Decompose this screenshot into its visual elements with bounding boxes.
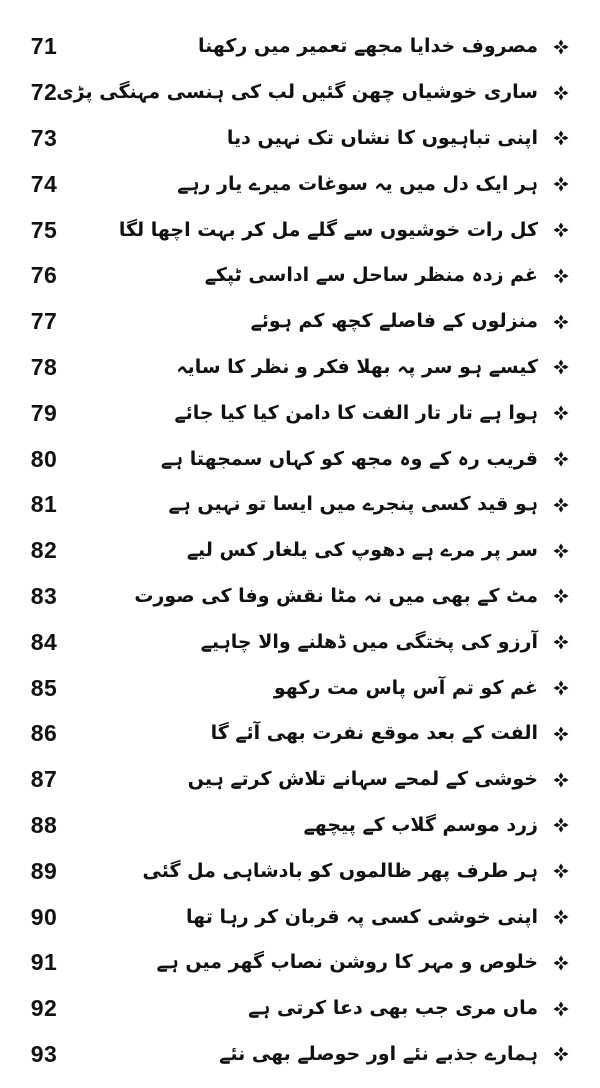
toc-title: اپنی تباہیوں کا نشاں تک نہیں دیا (226, 127, 538, 150)
four-diamond-bullet-icon (553, 130, 569, 146)
toc-title: منزلوں کے فاصلے کچھ کم ہوئے (250, 310, 538, 333)
toc-title: کیسے ہو سر پہ بھلا فکر و نظر کا سایہ (176, 356, 538, 379)
toc-entry (0, 803, 600, 849)
toc-title: مصروف خدایا مجھے تعمیر میں رکھنا (197, 35, 538, 58)
toc-title: ہر ایک دل میں یہ سوغات میرے یار رہے (177, 172, 538, 195)
toc-title: غم کو تم آس پاس مت رکھو (273, 676, 538, 699)
toc-entry (0, 116, 600, 162)
toc-entry (0, 894, 600, 940)
page-number: 93 (30, 1040, 58, 1067)
four-diamond-bullet-icon (553, 726, 569, 742)
four-diamond-bullet-icon (553, 39, 569, 55)
toc-entry (0, 299, 600, 345)
toc-entry (0, 574, 600, 620)
toc-title: ہمارے جذبے نئے اور حوصلے بھی نئے (219, 1043, 538, 1066)
toc-entry (0, 986, 600, 1032)
toc-entry (0, 940, 600, 986)
page-number: 79 (30, 399, 58, 426)
toc-title: مٹ کے بھی میں نہ مٹا نقش وفا کی صورت (134, 585, 538, 608)
four-diamond-bullet-icon (553, 543, 569, 559)
toc-entry (0, 390, 600, 436)
toc-entry (0, 482, 600, 528)
toc-entry (0, 436, 600, 482)
page-number: 83 (30, 582, 58, 609)
four-diamond-bullet-icon (553, 85, 569, 101)
page-number: 73 (30, 124, 58, 151)
toc-entry (0, 253, 600, 299)
page-number: 91 (30, 949, 58, 976)
toc-title: ہر طرف پھر ظالموں کو بادشاہی مل گئی (142, 859, 538, 882)
toc-entry (0, 848, 600, 894)
toc-entry (0, 70, 600, 116)
page-number: 81 (30, 491, 58, 518)
four-diamond-bullet-icon (553, 176, 569, 192)
toc-entry (0, 528, 600, 574)
toc-entry (0, 24, 600, 70)
four-diamond-bullet-icon (553, 359, 569, 375)
four-diamond-bullet-icon (553, 405, 569, 421)
four-diamond-bullet-icon (553, 1046, 569, 1062)
toc-title: ماں مری جب بھی دعا کرتی ہے (248, 997, 538, 1020)
four-diamond-bullet-icon (553, 680, 569, 696)
toc-title: اپنی خوشی کسی پہ قربان کر رہا تھا (186, 905, 538, 928)
four-diamond-bullet-icon (553, 497, 569, 513)
page-number: 71 (30, 33, 58, 60)
page-number: 80 (30, 445, 58, 472)
page-number: 84 (30, 628, 58, 655)
four-diamond-bullet-icon (553, 268, 569, 284)
toc-title: غم زدہ منظر ساحل سے اداسی ٹپکے (204, 264, 538, 287)
page-number: 74 (30, 170, 58, 197)
four-diamond-bullet-icon (553, 451, 569, 467)
four-diamond-bullet-icon (553, 222, 569, 238)
toc-title: آرزو کی پختگی میں ڈھلنے والا چاہیے (200, 630, 538, 653)
toc-entry (0, 757, 600, 803)
toc-title: الفت کے بعد موقع نفرت بھی آئے گا (210, 722, 538, 745)
page-number: 77 (30, 308, 58, 335)
four-diamond-bullet-icon (553, 634, 569, 650)
toc-entry (0, 1032, 600, 1078)
page-number: 88 (30, 811, 58, 838)
page-number: 86 (30, 720, 58, 747)
page-number: 89 (30, 857, 58, 884)
toc-entry (0, 711, 600, 757)
page-number: 78 (30, 353, 58, 380)
four-diamond-bullet-icon (553, 955, 569, 971)
page-number: 85 (30, 674, 58, 701)
toc-entry (0, 345, 600, 391)
page-number: 72 (30, 79, 58, 106)
toc-title: کل رات خوشیوں سے گلے مل کر بہت اچھا لگا (118, 218, 538, 241)
toc-title: زرد موسم گلاب کے پیچھے (303, 814, 538, 837)
toc-entry (0, 619, 600, 665)
four-diamond-bullet-icon (553, 314, 569, 330)
toc-title: سر پر مرے ہے دھوپ کی یلغار کس لیے (186, 539, 538, 562)
toc-title: ہوا ہے تار تار الفت کا دامن کیا کیا جائے (174, 401, 538, 424)
four-diamond-bullet-icon (553, 588, 569, 604)
toc-title: قریب رہ کے وہ مجھ کو کہاں سمجھتا ہے (160, 447, 538, 470)
toc-list (0, 24, 600, 1077)
page-number: 76 (30, 262, 58, 289)
four-diamond-bullet-icon (553, 772, 569, 788)
page-number: 92 (30, 995, 58, 1022)
toc-title: خوشی کے لمحے سہانے تلاش کرتے ہیں (187, 768, 538, 791)
page-number: 90 (30, 903, 58, 930)
four-diamond-bullet-icon (553, 1001, 569, 1017)
page-number: 87 (30, 766, 58, 793)
toc-title: خلوص و مہر کا روشن نصاب گھر میں ہے (156, 951, 538, 974)
toc-title: ساری خوشیاں چھن گئیں لب کی ہنسی مہنگی پڑی (56, 81, 538, 104)
toc-entry (0, 665, 600, 711)
four-diamond-bullet-icon (553, 817, 569, 833)
page-number: 82 (30, 537, 58, 564)
four-diamond-bullet-icon (553, 909, 569, 925)
toc-entry (0, 161, 600, 207)
toc-title: ہو قید کسی پنجرے میں ایسا تو نہیں ہے (168, 493, 538, 516)
page-number: 75 (30, 216, 58, 243)
toc-entry (0, 207, 600, 253)
four-diamond-bullet-icon (553, 863, 569, 879)
